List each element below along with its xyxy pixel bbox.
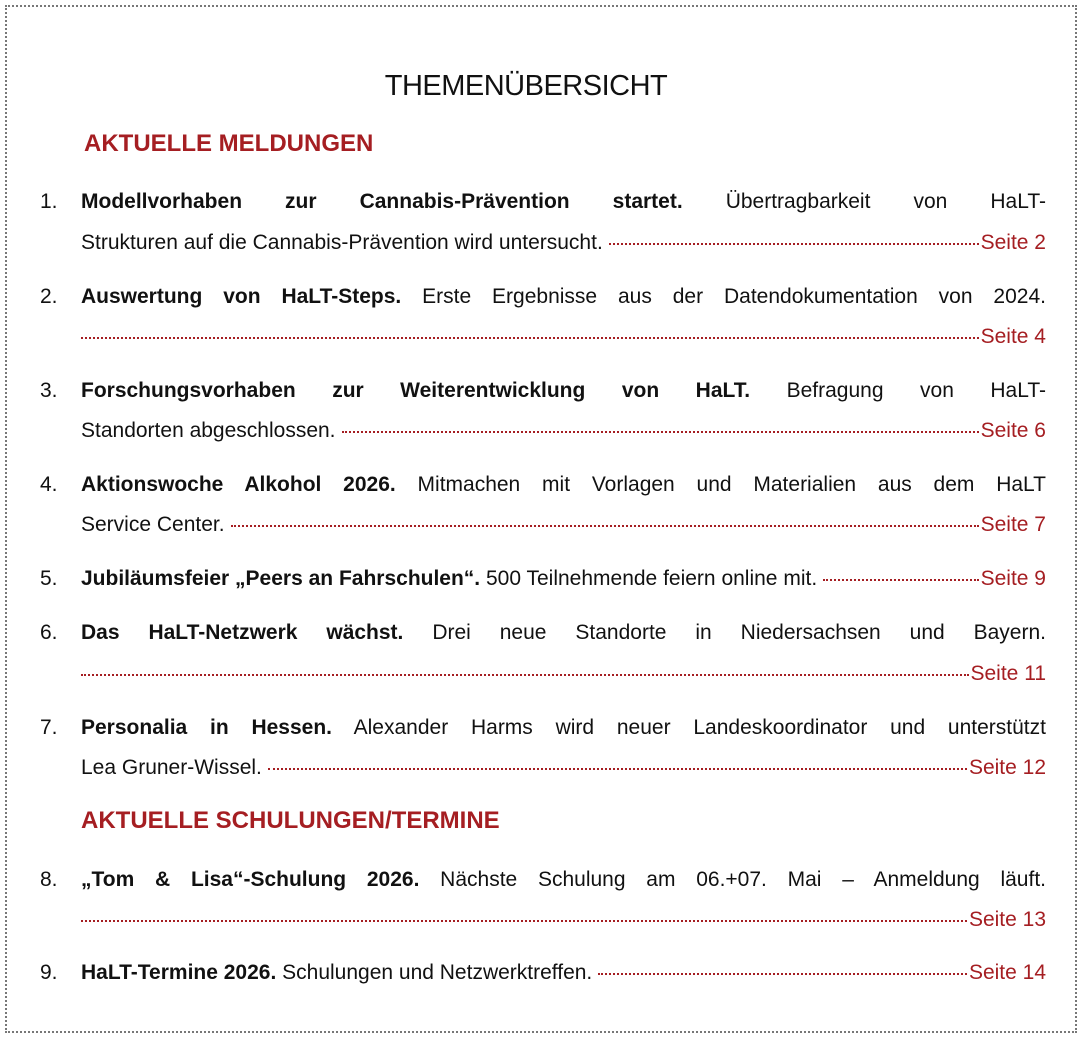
item-description: Erste Ergebnisse aus der Datendokumentation von 2024. [401,285,1046,308]
item-number: 8. [40,868,58,891]
page-reference: Seite 9 [980,567,1046,590]
item-title: Auswertung von HaLT-Steps. [81,285,402,308]
item-title: Das HaLT-Netzwerk wächst. [81,621,404,644]
item-number: 1. [40,190,58,213]
section-heading-trainings: AKTUELLE SCHULUNGEN/TERMINE [81,807,500,834]
item-title: Forschungsvorhaben zur Weiterentwicklung von HaLT. [81,379,751,402]
item-description-cont: Lea Gruner-Wissel. [81,756,262,779]
toc-entry-continuation[interactable] [81,748,1046,788]
item-description: Befragung von HaLT- [750,379,1046,402]
page-reference: Seite 11 [970,662,1046,685]
item-description: Übertragbarkeit von HaLT- [682,190,1046,213]
page-reference: Seite 12 [968,756,1046,779]
toc-entry[interactable] [81,371,1046,411]
toc-entry-continuation[interactable] [81,654,1046,694]
item-title: Personalia in Hessen. [81,716,332,739]
item-number: 7. [40,716,58,739]
toc-entry[interactable] [81,182,1046,222]
dot-leader [609,243,979,245]
toc-entry[interactable] [81,465,1046,505]
item-description: Schulungen und Netzwerktreffen. [276,961,593,984]
toc-entry[interactable] [81,277,1046,317]
toc-entry-continuation[interactable] [81,505,1046,545]
item-title: „Tom & Lisa“-Schulung 2026. [81,868,420,891]
toc-entry[interactable] [81,613,1046,653]
item-description: Nächste Schulung am 06.+07. Mai – Anmeldung läuft. [419,868,1046,891]
dot-leader [268,768,967,770]
toc-entry-continuation[interactable] [81,411,1046,451]
page-reference: Seite 7 [980,513,1046,536]
item-description-cont: Service Center. [81,513,225,536]
page-reference: Seite 13 [968,908,1046,931]
item-title: Aktionswoche Alkohol 2026. [81,473,396,496]
toc-entry[interactable] [81,953,1046,993]
item-description: Drei neue Standorte in Niedersachsen und Bayern. [403,621,1046,644]
page-reference: Seite 2 [980,231,1046,254]
dot-leader [231,525,979,527]
toc-entry[interactable] [81,860,1046,900]
toc-entry[interactable] [81,559,1046,599]
item-description: 500 Teilnehmende feiern online mit. [480,567,818,590]
dot-leader [81,920,967,922]
toc-entry-continuation[interactable] [81,317,1046,357]
dot-leader [598,973,967,975]
page-reference: Seite 6 [980,419,1046,442]
item-description: Mitmachen mit Vorlagen und Materialien aus dem HaLT [395,473,1047,496]
dot-leader [81,674,969,676]
toc-entry-continuation[interactable] [81,223,1046,263]
toc-entry[interactable] [81,708,1046,748]
item-number: 3. [40,379,58,402]
dot-leader [342,431,979,433]
page-reference: Seite 14 [968,961,1046,984]
dot-leader [81,337,979,339]
item-description: Alexander Harms wird neuer Landeskoordinator und unterstützt [332,716,1046,739]
page-reference: Seite 4 [980,325,1046,348]
item-number: 6. [40,621,58,644]
item-number: 9. [40,961,58,984]
item-number: 2. [40,285,58,308]
item-title: HaLT-Termine 2026. [81,961,277,984]
item-description-cont: Standorten abgeschlossen. [81,419,336,442]
item-description-cont: Strukturen auf die Cannabis-Prävention wird untersucht. [81,231,603,254]
page-title: THEMENÜBERSICHT [384,70,668,102]
item-title: Jubiläumsfeier „Peers an Fahrschulen“. [81,567,481,590]
item-number: 4. [40,473,58,496]
item-number: 5. [40,567,58,590]
section-heading-news: AKTUELLE MELDUNGEN [84,130,374,157]
item-title: Modellvorhaben zur Cannabis-Prävention startet. [81,190,683,213]
toc-entry-continuation[interactable] [81,900,1046,940]
dot-leader [823,579,978,581]
